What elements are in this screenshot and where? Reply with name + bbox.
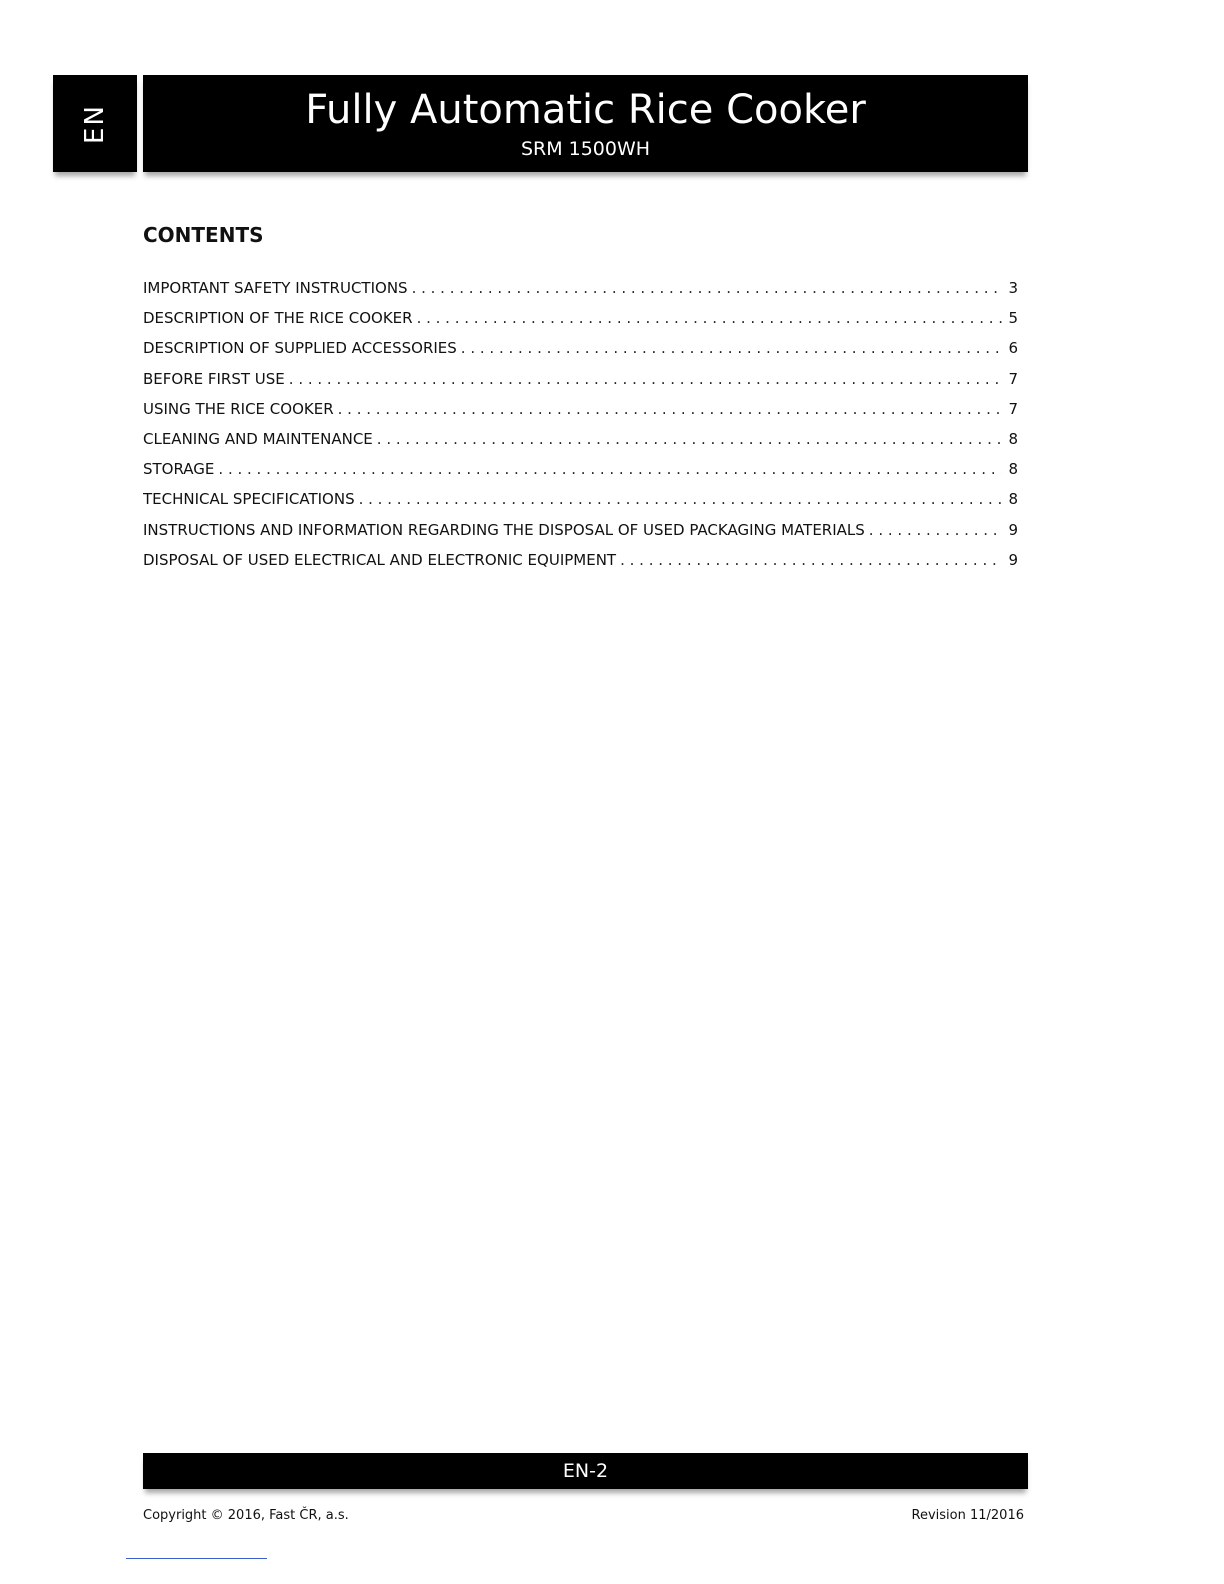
contents-heading: CONTENTS bbox=[143, 223, 264, 247]
language-tab bbox=[53, 75, 137, 172]
toc-entry[interactable] bbox=[143, 459, 1018, 489]
toc-entry-page: 5 bbox=[1008, 309, 1018, 328]
toc-entry[interactable] bbox=[143, 278, 1018, 308]
page-number-bar: EN-2 bbox=[143, 1453, 1028, 1489]
dot-leader bbox=[417, 308, 1002, 328]
dot-leader bbox=[218, 459, 1002, 479]
toc-entry-title: DESCRIPTION OF SUPPLIED ACCESSORIES bbox=[143, 339, 457, 358]
toc-entry-page: 6 bbox=[1008, 339, 1018, 358]
toc-entry[interactable] bbox=[143, 338, 1018, 368]
toc-entry-page: 9 bbox=[1008, 520, 1018, 539]
toc-entry-page: 7 bbox=[1008, 399, 1018, 418]
toc-entry-title: CLEANING AND MAINTENANCE bbox=[143, 429, 373, 448]
copyright-notice: Copyright © 2016, Fast ČR, a.s. bbox=[143, 1508, 349, 1523]
revision-label: Revision 11/2016 bbox=[911, 1508, 1024, 1523]
toc-entry-title: TECHNICAL SPECIFICATIONS bbox=[143, 490, 355, 509]
document-title: Fully Automatic Rice Cooker bbox=[305, 87, 866, 133]
toc-entry[interactable] bbox=[143, 308, 1018, 338]
header-bar bbox=[143, 75, 1028, 172]
toc-entry[interactable] bbox=[143, 369, 1018, 399]
toc-entry-page: 7 bbox=[1008, 369, 1018, 388]
dot-leader bbox=[289, 369, 1002, 389]
toc-entry-title: STORAGE bbox=[143, 460, 215, 479]
toc-entry[interactable] bbox=[143, 520, 1018, 550]
model-number: SRM 1500WH bbox=[520, 138, 651, 160]
dot-leader bbox=[869, 520, 1002, 540]
language-label: EN bbox=[80, 103, 110, 144]
toc-entry[interactable] bbox=[143, 429, 1018, 459]
toc-entry-title: DESCRIPTION OF THE RICE COOKER bbox=[143, 309, 413, 328]
dot-leader bbox=[377, 429, 1002, 449]
toc-entry-title: BEFORE FIRST USE bbox=[143, 369, 285, 388]
toc-entry-page: 9 bbox=[1008, 550, 1018, 569]
toc-entry-title: INSTRUCTIONS AND INFORMATION REGARDING THE DISPOSAL OF USED PACKAGING MATERIALS bbox=[143, 520, 865, 539]
toc-entry-title: IMPORTANT SAFETY INSTRUCTIONS bbox=[143, 279, 408, 297]
bottom-rule bbox=[126, 1558, 267, 1559]
toc-list bbox=[143, 278, 1018, 580]
toc-entry-page: 8 bbox=[1008, 490, 1018, 509]
toc-entry-page: 8 bbox=[1008, 429, 1018, 448]
dot-leader bbox=[412, 278, 1002, 298]
toc-entry[interactable] bbox=[143, 399, 1018, 429]
dot-leader bbox=[620, 550, 1002, 570]
toc-entry[interactable] bbox=[143, 550, 1018, 580]
table-of-contents bbox=[143, 222, 1018, 580]
dot-leader bbox=[359, 489, 1002, 509]
toc-entry-title: USING THE RICE COOKER bbox=[143, 399, 334, 418]
dot-leader bbox=[461, 338, 1002, 358]
toc-entry-page: 3 bbox=[1008, 279, 1018, 297]
toc-entry[interactable] bbox=[143, 489, 1018, 519]
dot-leader bbox=[338, 399, 1002, 419]
toc-entry-page: 8 bbox=[1008, 460, 1018, 479]
toc-entry-title: DISPOSAL OF USED ELECTRICAL AND ELECTRONIC EQUIPMENT bbox=[143, 550, 617, 569]
